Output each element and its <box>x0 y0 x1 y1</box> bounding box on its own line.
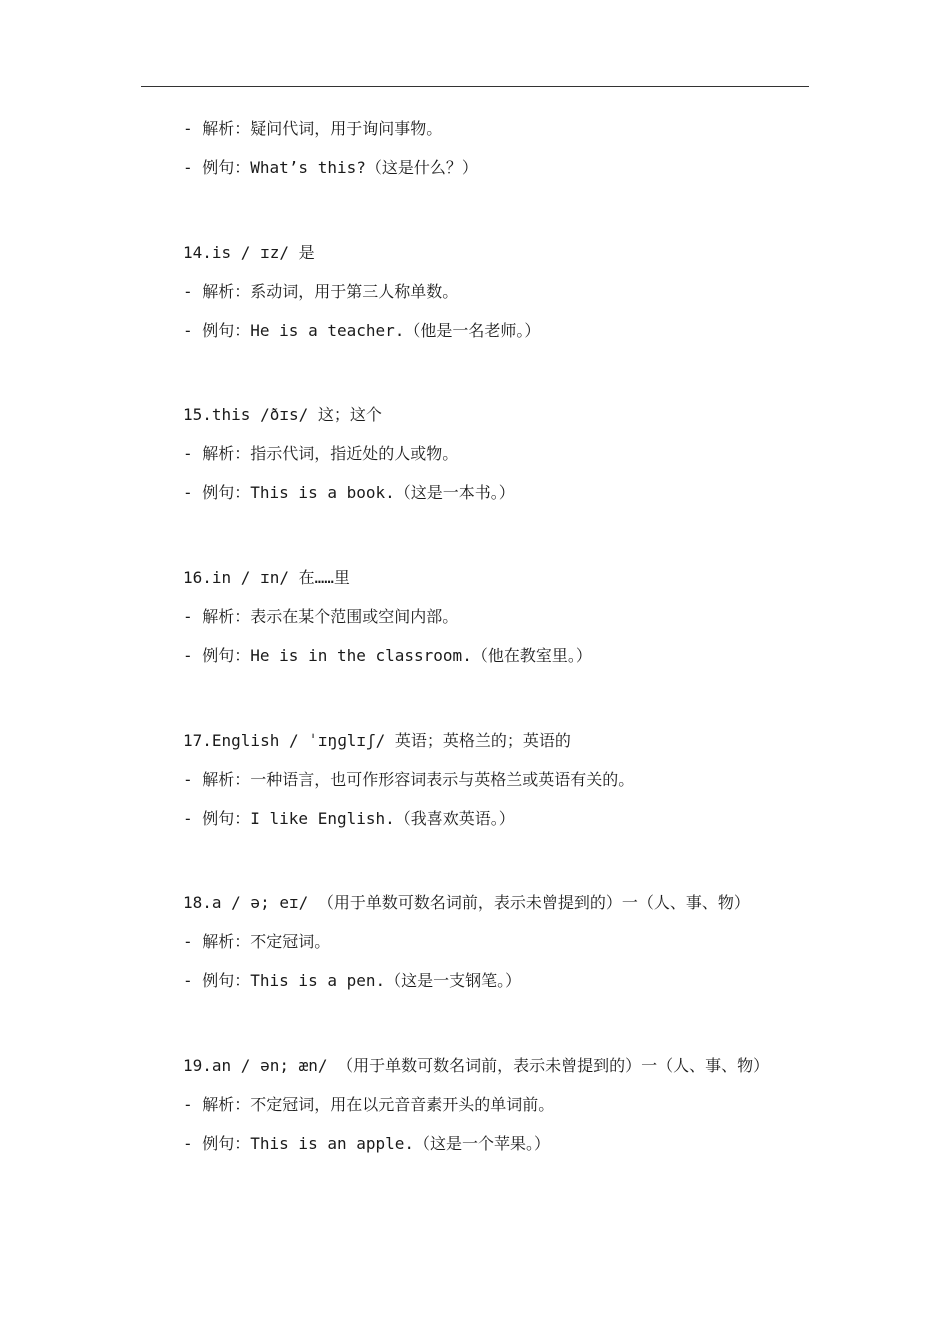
example-15: - 例句：This is a book.（这是一本书。） <box>183 483 515 502</box>
entry-14-heading: 14.is / ɪz/ 是 <box>183 243 315 262</box>
entry-16-heading: 16.in / ɪn/ 在……里 <box>183 568 350 587</box>
entry-15-heading: 15.this /ðɪs/ 这；这个 <box>183 405 382 424</box>
entry-19-heading: 19.an / ən; æn/ （用于单数可数名词前，表示未曾提到的）一（人、事、物） <box>183 1056 770 1075</box>
example-14: - 例句：He is a teacher.（他是一名老师。） <box>183 321 541 340</box>
example-what: - 例句：What’s this?（这是什么？） <box>183 158 478 177</box>
explanation-16: - 解析：表示在某个范围或空间内部。 <box>183 607 459 626</box>
entry-17-heading: 17.English / ˈɪŋɡlɪʃ/ 英语；英格兰的；英语的 <box>183 731 571 750</box>
explanation-14: - 解析：系动词，用于第三人称单数。 <box>183 282 459 301</box>
explanation-19: - 解析：不定冠词，用在以元音音素开头的单词前。 <box>183 1095 555 1114</box>
explanation-what: - 解析：疑问代词，用于询问事物。 <box>183 119 443 138</box>
example-18: - 例句：This is a pen.（这是一支钢笔。） <box>183 971 522 990</box>
explanation-18: - 解析：不定冠词。 <box>183 932 331 951</box>
header-rule <box>141 86 809 87</box>
example-17: - 例句：I like English.（我喜欢英语。） <box>183 809 515 828</box>
example-19: - 例句：This is an apple.（这是一个苹果。） <box>183 1134 551 1153</box>
example-16: - 例句：He is in the classroom.（他在教室里。） <box>183 646 592 665</box>
entry-18-heading: 18.a / ə; eɪ/ （用于单数可数名词前，表示未曾提到的）一（人、事、物） <box>183 893 750 912</box>
explanation-17: - 解析：一种语言，也可作形容词表示与英格兰或英语有关的。 <box>183 770 635 789</box>
explanation-15: - 解析：指示代词，指近处的人或物。 <box>183 444 459 463</box>
